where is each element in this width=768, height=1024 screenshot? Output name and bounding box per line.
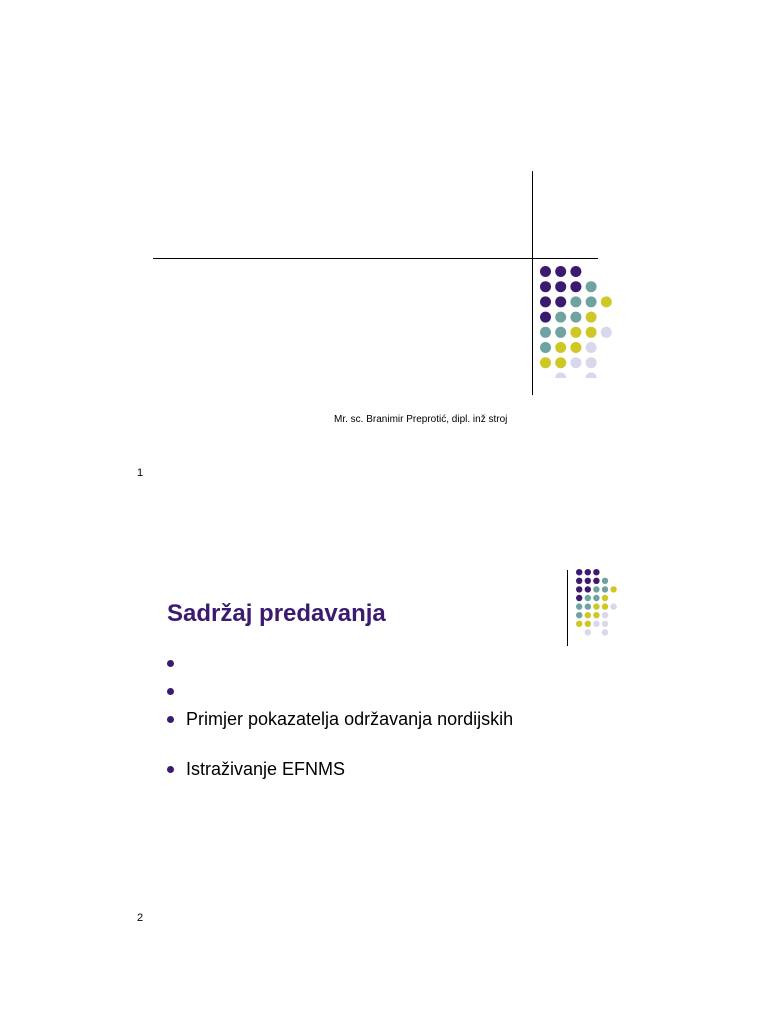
dot-lavender — [585, 629, 591, 635]
dot-purple — [540, 266, 551, 277]
dot-yellow — [540, 357, 551, 368]
dot-purple — [593, 578, 599, 584]
dot-purple — [585, 569, 591, 575]
dot-lavender — [602, 621, 608, 627]
dot-teal — [570, 312, 581, 323]
dot-purple — [576, 586, 582, 592]
dot-lavender — [586, 342, 597, 353]
dot-yellow — [602, 603, 608, 609]
page-number: 1 — [137, 467, 144, 479]
dot-purple — [570, 281, 581, 292]
dot-teal — [576, 612, 582, 618]
dot-lavender — [586, 372, 597, 378]
dot-yellow — [602, 595, 608, 601]
bullet-text: Primjer pokazatelja održavanja nordijskih — [186, 709, 514, 729]
dot-purple — [576, 578, 582, 584]
dot-purple — [555, 281, 566, 292]
dot-purple — [540, 296, 551, 307]
bullet-icon — [167, 766, 174, 773]
dot-lavender — [602, 629, 608, 635]
dot-yellow — [601, 296, 612, 307]
dot-yellow — [585, 612, 591, 618]
dot-teal — [555, 312, 566, 323]
dot-yellow — [570, 327, 581, 338]
dot-lavender — [555, 372, 566, 378]
dot-lavender — [586, 357, 597, 368]
dot-yellow — [570, 342, 581, 353]
dot-yellow — [593, 603, 599, 609]
dot-purple — [555, 266, 566, 277]
dot-lavender — [602, 612, 608, 618]
bullet-icon — [167, 688, 174, 695]
dot-teal — [602, 578, 608, 584]
dot-teal — [576, 603, 582, 609]
bullet-icon — [167, 660, 174, 667]
dot-yellow — [555, 357, 566, 368]
bullet-item — [167, 680, 587, 708]
bullet-list — [167, 652, 587, 786]
dot-yellow — [586, 327, 597, 338]
dot-lavender — [610, 603, 616, 609]
dot-teal — [586, 296, 597, 307]
dot-lavender — [593, 621, 599, 627]
dot-lavender — [601, 327, 612, 338]
dot-purple — [570, 266, 581, 277]
dot-purple — [540, 281, 551, 292]
dot-teal — [602, 586, 608, 592]
dot-teal — [570, 296, 581, 307]
bullet-text: Istraživanje EFNMS — [186, 759, 346, 779]
dot-purple — [540, 312, 551, 323]
dot-teal — [586, 281, 597, 292]
dot-teal — [585, 595, 591, 601]
dot-yellow — [576, 621, 582, 627]
dot-teal — [540, 327, 551, 338]
dot-purple — [585, 586, 591, 592]
dot-grid-decoration — [540, 266, 620, 378]
dot-teal — [593, 595, 599, 601]
title-divider-vertical — [532, 171, 533, 395]
title-divider-vertical — [567, 570, 568, 646]
dot-teal — [555, 327, 566, 338]
page-number: 2 — [137, 912, 144, 924]
dot-purple — [576, 595, 582, 601]
dot-purple — [576, 569, 582, 575]
dot-yellow — [585, 621, 591, 627]
bullet-icon — [167, 716, 174, 723]
dot-yellow — [610, 586, 616, 592]
dot-grid-decoration — [576, 569, 626, 637]
dot-purple — [585, 578, 591, 584]
dot-purple — [555, 296, 566, 307]
author-name: Mr. sc. Branimir Preprotić, dipl. inž stroj — [334, 414, 508, 425]
dot-yellow — [593, 612, 599, 618]
dot-teal — [540, 342, 551, 353]
slide-title: Sadržaj predavanja — [167, 600, 386, 627]
dot-teal — [585, 603, 591, 609]
dot-yellow — [586, 312, 597, 323]
dot-purple — [593, 569, 599, 575]
dot-yellow — [555, 342, 566, 353]
bullet-item — [167, 758, 587, 786]
dot-teal — [593, 586, 599, 592]
bullet-item — [167, 708, 587, 758]
bullet-item — [167, 652, 587, 680]
dot-lavender — [570, 357, 581, 368]
